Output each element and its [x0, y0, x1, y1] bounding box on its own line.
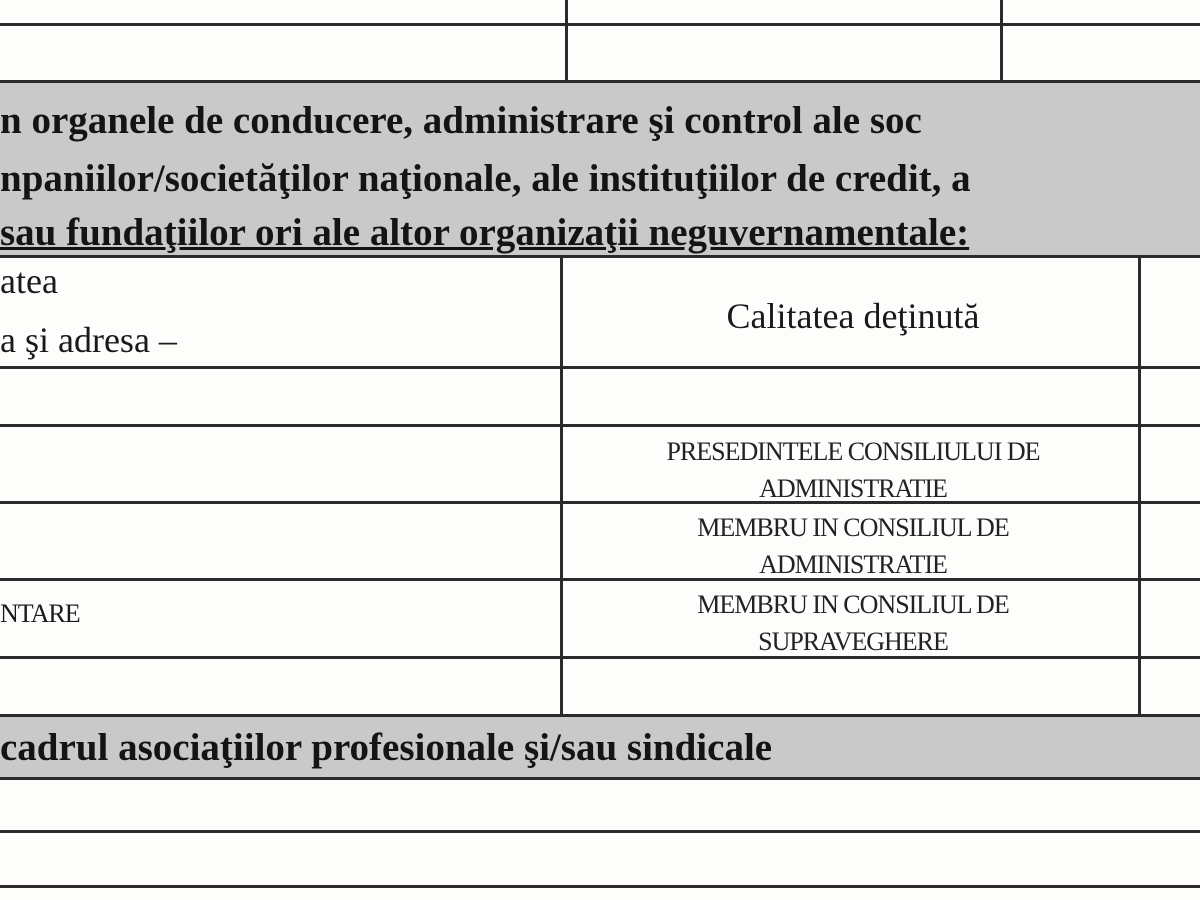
role-line-1: PRESEDINTELE CONSILIULUI DE [666, 437, 1040, 466]
next-section-header: cadrul asociaţiilor profesionale şi/sau sindicale [0, 726, 773, 769]
role-line-2: SUPRAVEGHERE [758, 627, 948, 656]
top-table-divider-2 [1000, 0, 1003, 82]
section-header-line-3: sau fundaţiilor ori ale altor organizaţii neguvernamentale: [0, 211, 970, 254]
lower-row-rule-1 [0, 830, 1200, 833]
table-column-divider-1 [560, 255, 563, 717]
top-table-divider-1 [565, 0, 568, 82]
next-band-bottom-rule [0, 777, 1200, 780]
table-row-role [565, 509, 1141, 583]
section-band-top-rule [0, 80, 1200, 83]
table-row-rule-1 [0, 424, 1200, 427]
table-row-role [565, 586, 1141, 660]
column-header-calitatea: Calitatea deţinută [726, 296, 980, 336]
column-header-left-line-1: atea [0, 261, 58, 301]
lower-row-rule-2 [0, 885, 1200, 888]
role-line-1: MEMBRU IN CONSILIUL DE [697, 513, 1009, 542]
section-header-line-1: n organele de conducere, administrare şi control ale soc [0, 99, 922, 142]
table-row-left-cell: NTARE [0, 599, 80, 628]
role-line-2: ADMINISTRATIE [759, 474, 947, 503]
section-band-bottom-rule [0, 255, 1200, 258]
role-line-2: ADMINISTRATIE [759, 550, 947, 579]
column-header-left-line-2: a şi adresa – [0, 320, 177, 360]
top-table-rule [0, 23, 1200, 26]
table-header-bottom-rule [0, 366, 1200, 369]
table-row-role [565, 433, 1141, 507]
section-header-line-2: npaniilor/societăţilor naţionale, ale instituţiilor de credit, a [0, 157, 971, 200]
role-line-1: MEMBRU IN CONSILIUL DE [697, 590, 1009, 619]
